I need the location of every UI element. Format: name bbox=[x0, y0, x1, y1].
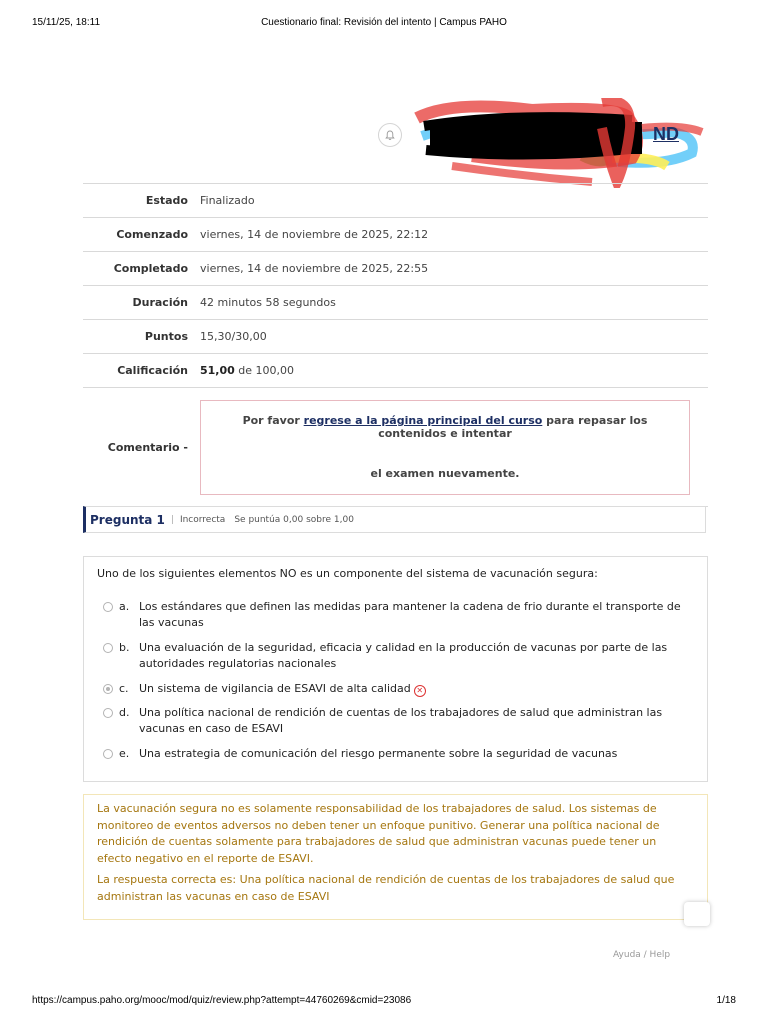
grade-max: de 100,00 bbox=[238, 364, 295, 377]
summary-label: Comenzado bbox=[116, 228, 188, 241]
comment-line-1 bbox=[207, 414, 683, 440]
option-letter: c. bbox=[119, 682, 129, 695]
summary-value: 15,30/30,00 bbox=[200, 330, 267, 343]
question-content bbox=[83, 556, 708, 782]
option-text: Los estándares que definen las medidas para mantener la cadena de frio durante el transporte de las vacunas bbox=[139, 600, 681, 629]
summary-label: Comentario - bbox=[107, 440, 188, 454]
answer-option-b[interactable] bbox=[103, 640, 693, 672]
summary-row-comentario bbox=[83, 387, 708, 507]
option-letter: e. bbox=[119, 747, 130, 760]
summary-row-completado bbox=[83, 251, 708, 285]
summary-label: Estado bbox=[145, 194, 188, 207]
attempt-summary-table bbox=[83, 183, 708, 507]
question-feedback bbox=[83, 794, 708, 920]
print-page-number: 1/18 bbox=[716, 995, 736, 1006]
question-text: Uno de los siguientes elementos NO es un componente del sistema de vacunación segura: bbox=[97, 567, 598, 580]
question-grade: Se puntúa 0,00 sobre 1,00 bbox=[234, 514, 354, 525]
summary-label: Duración bbox=[132, 296, 188, 309]
radio-button[interactable] bbox=[103, 749, 113, 759]
print-url: https://campus.paho.org/mooc/mod/quiz/review.php?attempt=44760269&cmid=23086 bbox=[32, 995, 412, 1006]
answer-option-d[interactable] bbox=[103, 705, 693, 737]
comment-text-after: para repasar los contenidos e intentar bbox=[378, 414, 648, 440]
option-text: Una evaluación de la seguridad, eficacia y calidad en la producción de vacunas por parte de las autoridades regulatorias nacionales bbox=[139, 641, 668, 670]
divider: | bbox=[170, 514, 174, 525]
general-feedback: La vacunación segura no es solamente responsabilidad de los trabajadores de salud. Los sistemas de monitoreo de eventos adversos no deben tener un enfoque punitivo. Generar una política nacional de rendición de cuentas solamente para trabajadores de salud que administran vacunas puede tener un efecto negativo en el reporte de ESAVI. bbox=[97, 802, 660, 865]
summary-row-estado bbox=[83, 183, 708, 217]
comment-line-2: el examen nuevamente. bbox=[370, 467, 520, 480]
radio-button[interactable] bbox=[103, 708, 113, 718]
option-letter: d. bbox=[119, 706, 130, 719]
option-text: Una política nacional de rendición de cuentas de los trabajadores de salud que administran las vacunas en caso de ESAVI bbox=[139, 706, 663, 735]
circle-x-icon: ✕ bbox=[414, 685, 426, 697]
summary-row-comenzado bbox=[83, 217, 708, 251]
answer-option-c[interactable] bbox=[103, 681, 693, 697]
option-text-content: Un sistema de vigilancia de ESAVI de alta calidad bbox=[139, 682, 411, 695]
answer-option-e[interactable] bbox=[103, 746, 693, 762]
radio-button[interactable] bbox=[103, 602, 113, 612]
question-state: Incorrecta bbox=[179, 514, 226, 525]
comment-text-before: Por favor bbox=[242, 414, 304, 427]
option-letter: b. bbox=[119, 641, 130, 654]
question-number: Pregunta 1 bbox=[90, 512, 165, 527]
option-text: Una estrategia de comunicación del riesgo permanente sobre la seguridad de vacunas bbox=[139, 747, 618, 760]
print-datetime: 15/11/25, 18:11 bbox=[32, 17, 101, 28]
help-link[interactable]: Ayuda / Help bbox=[613, 950, 671, 960]
notifications-button[interactable] bbox=[378, 123, 402, 147]
user-menu-redacted[interactable] bbox=[412, 98, 707, 188]
floating-action-button[interactable] bbox=[684, 902, 710, 926]
grade-value: 51,00 bbox=[200, 364, 235, 377]
bell-icon bbox=[385, 126, 395, 145]
radio-button-selected[interactable] bbox=[103, 684, 113, 694]
print-page-title: Cuestionario final: Revisión del intento | Campus PAHO bbox=[261, 17, 507, 28]
user-initials[interactable]: ND bbox=[653, 124, 679, 144]
answer-option-a[interactable] bbox=[103, 599, 693, 631]
summary-label: Completado bbox=[113, 262, 188, 275]
radio-button[interactable] bbox=[103, 643, 113, 653]
summary-label: Puntos bbox=[144, 330, 188, 343]
option-letter: a. bbox=[119, 600, 130, 613]
course-home-link[interactable]: regrese a la página principal del curso bbox=[303, 414, 543, 427]
summary-value: viernes, 14 de noviembre de 2025, 22:55 bbox=[200, 262, 429, 275]
summary-row-duracion bbox=[83, 285, 708, 319]
summary-value: 42 minutos 58 segundos bbox=[200, 296, 336, 309]
summary-row-calificacion bbox=[83, 353, 708, 387]
summary-label: Calificación bbox=[117, 364, 188, 377]
question-info-bar bbox=[83, 506, 706, 533]
summary-value bbox=[200, 364, 294, 377]
right-answer: La respuesta correcta es: Una política nacional de rendición de cuentas de los trabajadores de salud que administran las vacunas en caso de ESAVI bbox=[97, 873, 675, 903]
summary-value: viernes, 14 de noviembre de 2025, 22:12 bbox=[200, 228, 429, 241]
summary-value: Finalizado bbox=[200, 194, 255, 207]
option-text bbox=[139, 681, 693, 697]
comment-box bbox=[200, 400, 690, 495]
summary-row-puntos bbox=[83, 319, 708, 353]
